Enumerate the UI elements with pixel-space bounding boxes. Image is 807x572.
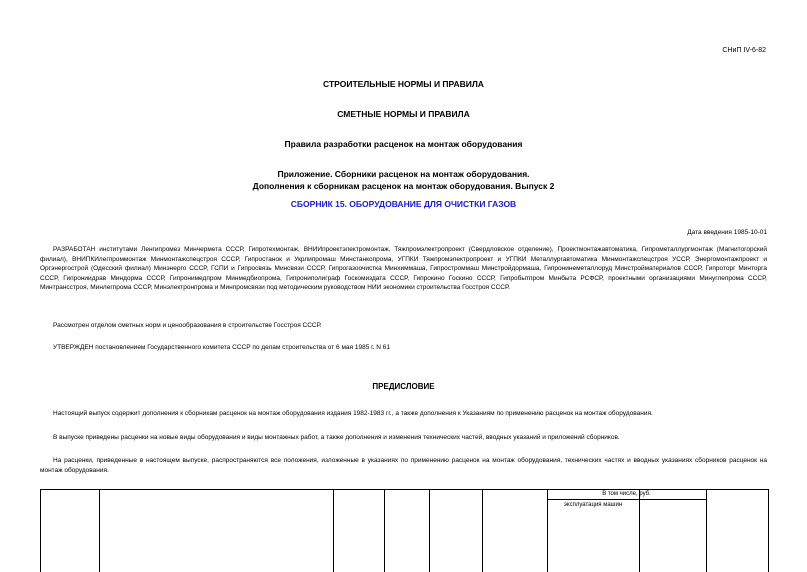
table-column-divider xyxy=(639,490,640,572)
collection-title-link[interactable]: СБОРНИК 15. ОБОРУДОВАНИЕ ДЛЯ ОЧИСТКИ ГАЗОВ xyxy=(290,199,517,209)
table-column-divider xyxy=(333,490,334,572)
table-column-divider xyxy=(99,490,100,572)
subtitle-rules: Правила разработки расценок на монтаж оборудования xyxy=(284,139,523,149)
introduction-date: Дата введения 1985-10-01 xyxy=(687,229,767,236)
preface-paragraph-1: Настоящий выпуск содержит дополнения к сборникам расценок на монтаж оборудования издания 1982-1983 гг., а также дополнения к Указаниям по применению расценок на монтаж оборудования. xyxy=(53,410,653,417)
reviewed-paragraph: Рассмотрен отделом сметных норм и ценообразования в строительстве Госстроя СССР. xyxy=(53,322,322,329)
subtitle-appendix: Приложение. Сборники расценок на монтаж оборудования. xyxy=(277,169,530,179)
table-column-divider xyxy=(429,490,430,572)
table-row-divider xyxy=(547,499,706,500)
table-column-divider xyxy=(482,490,483,572)
preface-paragraph-2: В выпуске приведены расценки на новые виды оборудования и виды монтажных работ, а также дополнения и изменения технических частей, вводных указаний и приложений сборников. xyxy=(53,434,620,441)
subtitle-estimates: СМЕТНЫЕ НОРМЫ И ПРАВИЛА xyxy=(337,109,470,119)
approved-paragraph: УТВЕРЖДЕН постановлением Государственного комитета СССР по делам строительства от 6 мая 1985 г. N 61 xyxy=(53,344,391,351)
document-code: СНиП IV-6-82 xyxy=(722,47,766,54)
included-header: В том числе, руб. xyxy=(602,491,651,497)
machines-header: эксплуатация машин xyxy=(563,502,623,508)
preface-paragraph-3: На расценки, приведенные в настоящем выпуске, распространяются все положения, изложенные в указаниях по применению расценок на монтаж оборудования, технических частях и вводных указаниях сборников расценок на монтаж оборудования. xyxy=(40,457,767,474)
preface-heading: ПРЕДИСЛОВИЕ xyxy=(372,382,435,391)
main-title: СТРОИТЕЛЬНЫЕ НОРМЫ И ПРАВИЛА xyxy=(323,79,484,89)
developed-paragraph: РАЗРАБОТАН институтами Ленгипромез Минчермета СССР, Гипротехмонтаж, ВНИИпроектэлектромонтаж, Тяжпромэлектропроект (Свердловское отделение), Проектмонтажавтоматика, Гипрометаллургмонтаж (Магнитогорский филиал), ВНИПКИлегпроммонтаж Минмонтажспецстроя СССР, Гипростанок и Укрлипромаш Минстанкопрома, УГПКИ Тяжпромэлектропроект и УГПКИ Металлургавтоматика Минмонтажспецстроя УССР, Энергомонтажпроект и Оргэнергострой (Одесский филиал) Минэнерго СССР, ГСПИ и Гипросвязь Минсвязи СССР, Гипрогазоочистка Минхиммаша, Гипростроммаш Минстройдормаша, Гипронинеметаллоруд Минстройматериалов СССР, Гипроторг Минторга СССР, Гипрониидрав Миндорма СССР, Гипронимедпром Минмедбиопрома, Гипрониполиграф Госкомиздата СССР, Гипрокино Госкино СССР, Гипробытпром Минбыта РСФСР, проектными организациями Минуглепрома СССР, Минтрансстроя, Минлегпрома СССР, Минэлектронпрома и Минпромсвязи под методическим руководством НИИ экономики строительства Госстроя СССР. xyxy=(40,246,767,292)
table-column-divider xyxy=(706,490,707,572)
table-column-divider xyxy=(384,490,385,572)
subtitle-supplements: Дополнения к сборникам расценок на монтаж оборудования. Выпуск 2 xyxy=(252,181,555,191)
rates-table xyxy=(40,489,769,572)
